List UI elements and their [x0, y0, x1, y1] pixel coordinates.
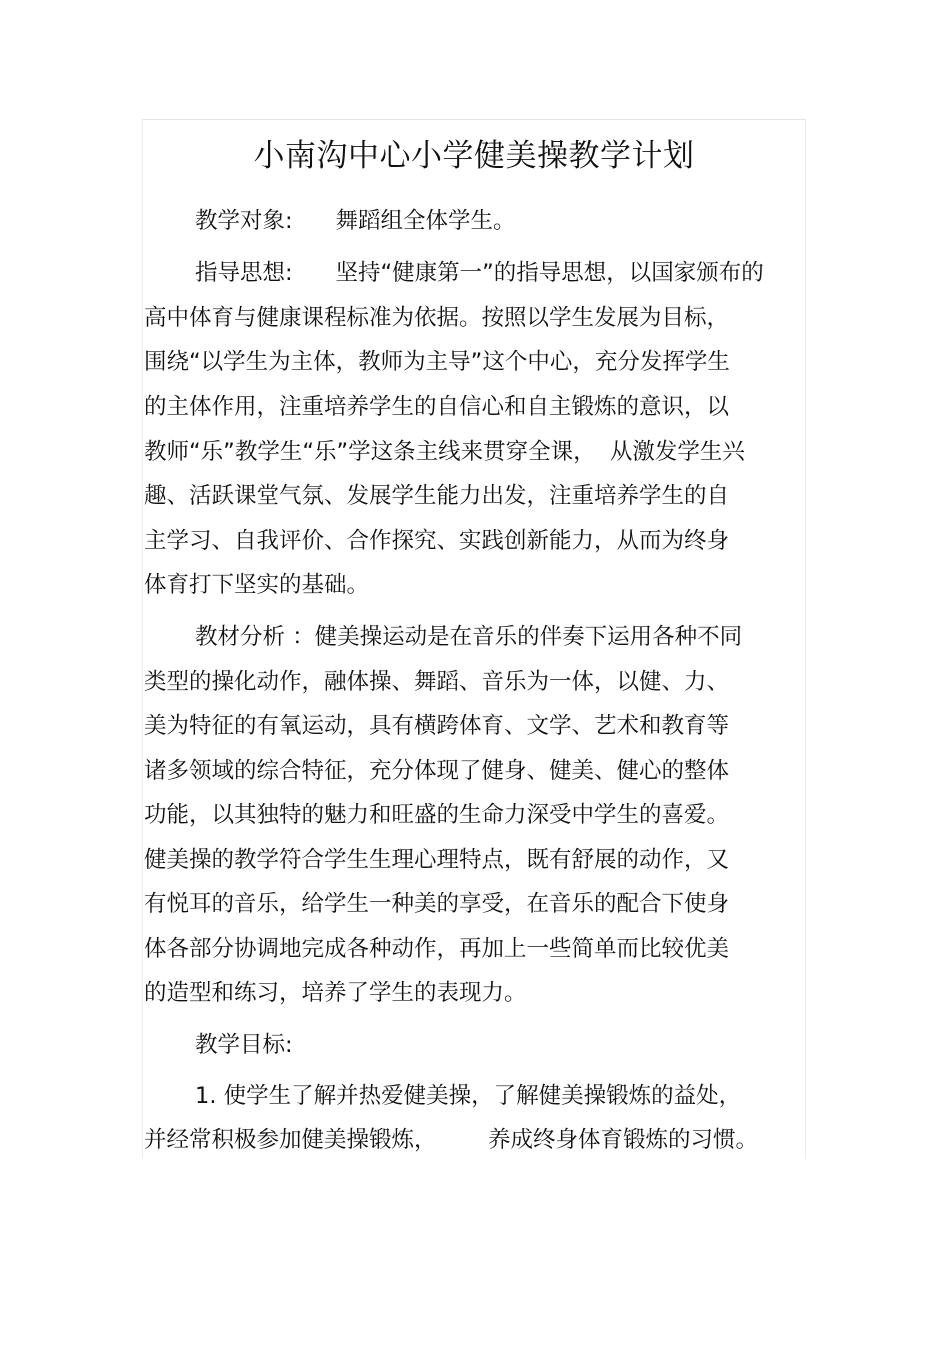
paragraph-line: 体育打下坚实的基础。	[144, 572, 370, 598]
paragraph-line: 指导思想: 坚持“健康第一”的指导思想，以国家颁布的	[195, 260, 764, 286]
paragraph-line: 体各部分协调地完成各种动作，再加上一些简单而比较优美	[144, 936, 730, 962]
paragraph-line: 诸多领域的综合特征，充分体现了健身、健美、健心的整体	[144, 758, 730, 784]
paragraph-line: 类型的操化动作，融体操、舞蹈、音乐为一体，以健、力、	[144, 669, 730, 695]
paragraph-line: 教师“乐”教学生“乐”学这条主线来贯穿全课， 从激发学生兴	[144, 439, 745, 465]
paragraph-line: 的主体作用，注重培养学生的自信心和自主锻炼的意识，以	[144, 394, 730, 420]
paragraph-line: 教学对象: 舞蹈组全体学生。	[195, 208, 516, 234]
paragraph-line: 围绕“以学生为主体，教师为主导”这个中心，充分发挥学生	[144, 349, 730, 375]
paragraph-line: 美为特征的有氧运动，具有横跨体育、文学、艺术和教育等	[144, 713, 730, 739]
paragraph-line: 教学目标:	[195, 1032, 293, 1058]
paragraph-line: 并经常积极参加健美操锻炼，	[144, 1127, 437, 1153]
paragraph-line: 的造型和练习，培养了学生的表现力。	[144, 980, 527, 1006]
paragraph-line: 有悦耳的音乐，给学生一种美的享受，在音乐的配合下使身	[144, 891, 730, 917]
paragraph-line: 主学习、自我评价、合作探究、实践创新能力，从而为终身	[144, 528, 730, 554]
document-title: 小南沟中心小学健美操教学计划	[253, 138, 695, 174]
paragraph-line: 养成终身体育锻炼的习惯。	[488, 1127, 759, 1153]
paragraph-line: 1. 使学生了解并热爱健美操，了解健美操锻炼的益处，	[195, 1083, 742, 1109]
paragraph-line: 健美操的教学符合学生生理心理特点，既有舒展的动作，又	[144, 847, 730, 873]
paragraph-line: 趣、活跃课堂气氛、发展学生能力出发，注重培养学生的自	[144, 483, 730, 509]
paragraph-line: 教材分析 ：健美操运动是在音乐的伴奏下运用各种不同	[195, 624, 743, 650]
paragraph-line: 高中体育与健康课程标准为依据。按照以学生发展为目标，	[144, 305, 730, 331]
paragraph-line: 功能，以其独特的魅力和旺盛的生命力深受中学生的喜爱。	[144, 802, 730, 828]
